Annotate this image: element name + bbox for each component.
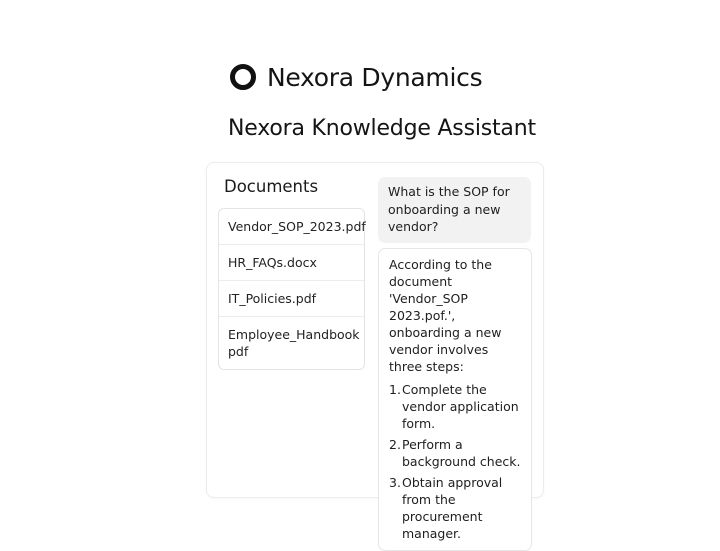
step-number: 1. — [389, 382, 401, 397]
document-list — [218, 208, 365, 370]
step-item — [389, 436, 522, 470]
document-item-it-policies[interactable]: IT_Policies.pdf — [219, 281, 364, 317]
ring-logo-icon — [228, 62, 258, 92]
page-title: Nexora Knowledge Assistant — [228, 116, 536, 141]
assistant-message-bubble — [378, 248, 532, 551]
step-text: Obtain approval from the procurement manager. — [402, 475, 503, 541]
document-item-employee-handbook[interactable]: Employee_Handbook pdf — [228, 327, 360, 359]
brand-header — [228, 62, 482, 92]
document-item-hr-faqs[interactable]: HR_FAQs.docx — [219, 245, 364, 281]
step-text: Complete the vendor application form. — [402, 382, 519, 431]
steps-list — [389, 381, 522, 542]
step-item — [389, 381, 522, 432]
step-number: 3. — [389, 475, 401, 490]
company-name: Nexora Dynamics — [267, 62, 483, 92]
user-message-bubble: What is the SOP for onboarding a new vendor? — [378, 177, 531, 243]
assistant-intro-text: According to the document 'Vendor_SOP 2023.pof.', onboarding a new vendor involves three steps: — [389, 257, 502, 374]
step-text: Perform a background check. — [402, 437, 521, 469]
step-number: 2. — [389, 437, 401, 452]
documents-heading: Documents — [224, 177, 319, 196]
document-item-vendor-sop[interactable]: Vendor_SOP_2023.pdf — [219, 209, 364, 245]
step-item — [389, 474, 522, 542]
